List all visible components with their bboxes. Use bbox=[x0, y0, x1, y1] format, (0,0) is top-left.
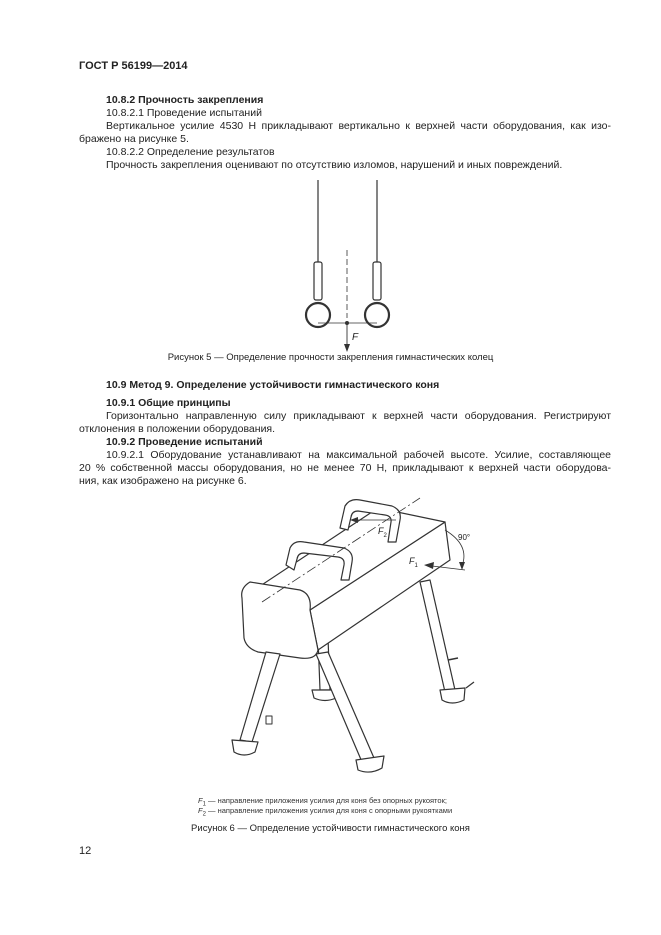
paragraph-line: Прочность закрепления оценивают по отсутствию изломов, нарушений и иных повреждений. bbox=[106, 159, 563, 171]
left-strap bbox=[314, 262, 322, 300]
paragraph-line: 20 % собственной массы оборудования, но не менее 70 Н, прикладывают к верхней части оборудова- bbox=[79, 462, 611, 474]
force-point bbox=[345, 321, 349, 325]
f1-label: $F_1$ bbox=[409, 556, 418, 569]
figure-5-rings-drawing bbox=[0, 170, 661, 360]
subsection-heading-10-9-1: 10.9.1 Общие принципы bbox=[106, 397, 231, 409]
subsection-heading-10-9-2: 10.9.2 Проведение испытаний bbox=[106, 436, 263, 448]
paragraph-line: отклонения в положении оборудования. bbox=[79, 423, 276, 435]
subsection-10-8-2-2: 10.8.2.2 Определение результатов bbox=[106, 146, 275, 158]
figure-6-caption: Рисунок 6 — Определение устойчивости гимнастического коня bbox=[191, 823, 470, 834]
angle-label: 90° bbox=[458, 533, 471, 542]
height-adjust-knob bbox=[266, 716, 272, 724]
front-left-leg bbox=[240, 652, 280, 742]
front-left-foot bbox=[232, 740, 258, 755]
paragraph-line: Вертикальное усилие 4530 Н прикладывают вертикально к верхней части оборудования, как изо- bbox=[106, 120, 611, 132]
figure-6-pommel-horse-drawing bbox=[0, 490, 661, 790]
paragraph-line: Горизонтально направленную силу прикладывают к верхней части оборудования. Регистрируют bbox=[106, 410, 611, 422]
document-header: ГОСТ Р 56199—2014 bbox=[79, 60, 188, 72]
section-heading-10-8-2: 10.8.2 Прочность закрепления bbox=[106, 94, 264, 106]
section-heading-10-9: 10.9 Метод 9. Определение устойчивости гимнастического коня bbox=[106, 379, 440, 391]
legend-f2: $F_2$ — направление приложения усилия для коня с опорными рукоятками bbox=[198, 806, 453, 818]
front-right-leg bbox=[316, 652, 374, 762]
body-front bbox=[242, 582, 318, 658]
figure-5-caption: Рисунок 5 — Определение прочности закрепления гимнастических колец bbox=[167, 352, 494, 363]
force-label-F: F bbox=[352, 332, 359, 343]
paragraph-line: ния, как изображено на рисунке 6. bbox=[79, 475, 247, 487]
back-right-leg bbox=[420, 580, 455, 692]
subsection-10-8-2-1: 10.8.2.1 Проведение испытаний bbox=[106, 107, 262, 119]
legend-f1: $F_1$ — направление приложения усилия для коня без опорных рукояток; bbox=[198, 796, 447, 808]
back-right-foot bbox=[440, 688, 465, 703]
f2-label: $F_2$ bbox=[378, 526, 387, 539]
paragraph-line: 10.9.2.1 Оборудование устанавливают на максимальной рабочей высоте. Усилие, составляющее bbox=[106, 449, 611, 461]
paragraph-line: бражено на рисунке 5. bbox=[79, 133, 189, 145]
page-number: 12 bbox=[79, 845, 92, 857]
right-strap bbox=[373, 262, 381, 300]
force-arrowhead bbox=[344, 344, 350, 352]
